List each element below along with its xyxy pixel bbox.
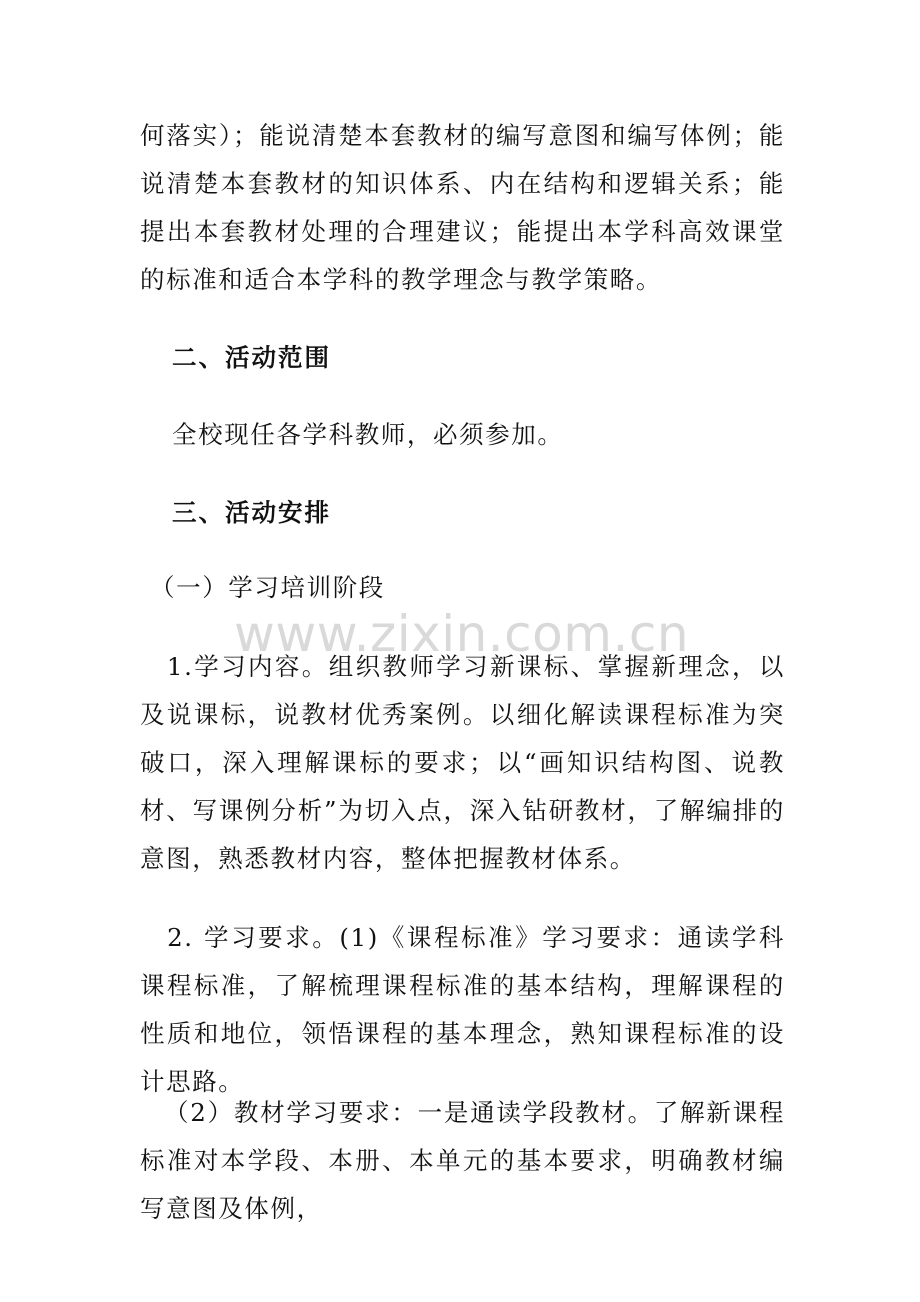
paragraph-study-requirements: 2. 学习要求。(1)《课程标准》学习要求：通读学科课程标准，了解梳理课程标准的基本结构，理解课程的性质和地位，领悟课程的基本理念，熟知课程标准的设计思路。 [140, 923, 785, 1096]
section-heading-scope: 二、活动范围 [172, 343, 331, 372]
paragraph-goals: 何落实）；能说清楚本套教材的编写意图和编写体例；能说清楚本套教材的知识体系、内在结构和逻辑关系；能提出本套教材处理的合理建议；能提出本学科高效课堂的标准和适合本学科的教学理念与教学策略。 [140, 121, 785, 294]
paragraph-study-content: 1.学习内容。组织教师学习新课标、掌握新理念，以及说课标，说教材优秀案例。以细化解读课程标准为突破口，深入理解课标的要求；以“画知识结构图、说教材、写课例分析”为切入点，深入钻研教材，了解编排的意图，熟悉教材内容，整体把握教材体系。 [140, 652, 785, 873]
paragraph-scope: 全校现任各学科教师，必须参加。 [172, 420, 564, 449]
watermark-text: www.zixin.com.cn [234, 605, 690, 663]
paragraph-textbook-requirements: （2）教材学习要求：一是通读学段教材。了解新课程标准对本学段、本册、本单元的基本要求，明确教材编写意图及体例， [140, 1098, 785, 1223]
subsection-heading-study-phase: （一）学习培训阶段 [150, 573, 385, 602]
section-heading-arrangement: 三、活动安排 [172, 498, 331, 527]
